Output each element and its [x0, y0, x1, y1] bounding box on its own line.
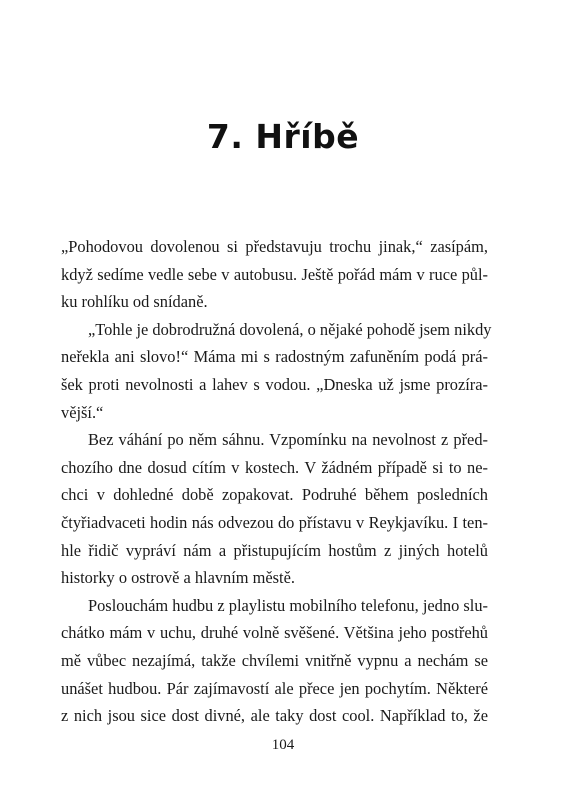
text-line: Bez váhání po něm sáhnu. Vzpomínku na nevolnost z před- — [88, 430, 488, 450]
text-line: „Tohle je dobrodružná dovolená, o nějaké pohodě jsem nikdy — [88, 319, 492, 339]
paragraph — [61, 426, 488, 592]
chapter-body — [61, 233, 492, 730]
text-line: když sedíme vedle sebe v autobusu. Ještě pořád mám v ruce půl- — [61, 264, 488, 284]
text-line: neřekla ani slovo!“ Máma mi s radostným zafuněním podá prá- — [61, 347, 488, 367]
paragraph — [61, 233, 488, 316]
text-line: chozího dne dosud cítím v kostech. V žádném případě si to ne- — [61, 457, 488, 477]
text-line: mě vůbec nezajímá, takže chvílemi vnitřně vypnu a nechám se — [61, 650, 488, 670]
text-line: z nich jsou sice dost divné, ale taky dost cool. Například to, že — [61, 706, 488, 726]
text-line: chátko mám v uchu, druhé volně svěšené. Většina jeho postřehů — [61, 623, 488, 643]
chapter-title: 7. Hříbě — [206, 117, 360, 156]
text-line: chci v dohledné době zopakovat. Podruhé během posledních — [61, 485, 488, 505]
text-line: šek proti nevolnosti a lahev s vodou. „Dneska už jsme prozíra- — [61, 374, 488, 394]
text-line: hle řidič vypráví nám a přistupujícím hostům z jiných hotelů — [61, 540, 488, 560]
paragraph — [61, 316, 492, 426]
text-line: vější.“ — [61, 402, 104, 422]
text-line: „Pohodovou dovolenou si představuju trochu jinak,“ zasípám, — [61, 237, 488, 256]
text-line: čtyřiadvaceti hodin nás odvezou do přístavu v Reykjavíku. I ten- — [61, 512, 488, 532]
text-line: unášet hudbou. Pár zajímavostí ale přece jen pochytím. Některé — [61, 678, 488, 698]
text-line: Poslouchám hudbu z playlistu mobilního telefonu, jedno slu- — [88, 595, 488, 615]
page-number: 104 — [271, 737, 295, 753]
text-line: historky o ostrově a hlavním městě. — [61, 568, 295, 588]
text-line: ku rohlíku od snídaně. — [61, 292, 208, 312]
paragraph — [61, 592, 488, 730]
